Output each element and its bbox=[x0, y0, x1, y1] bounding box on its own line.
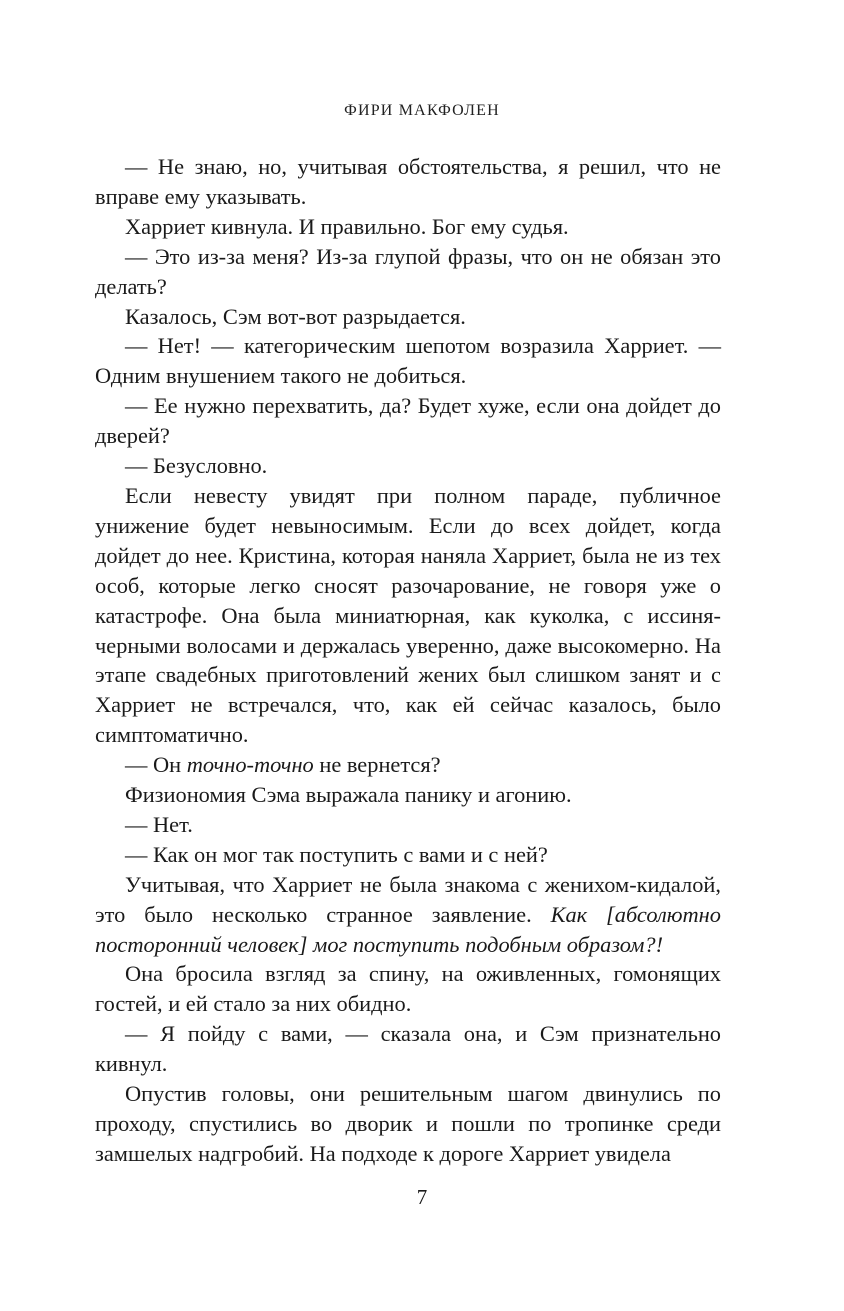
running-head-author: ФИРИ МАКФОЛЕН bbox=[344, 102, 500, 119]
paragraph-13-emphasis: Как [абсолютно посторонний человек] мог поступить подобным образом?! bbox=[95, 901, 721, 957]
paragraph-13 bbox=[95, 870, 721, 960]
paragraph-15: — Я пойду с вами, — сказала она, и Сэм признательно кивнул. bbox=[95, 1021, 721, 1077]
paragraph-13-start: Учитывая, что Харриет не была знакома с женихом-кидалой, это было несколько странное заявление. bbox=[95, 871, 721, 927]
paragraph-5: — Нет! — категорическим шепотом возразила Харриет. — Одним внушением такого не добиться. bbox=[95, 333, 721, 389]
paragraph-7: — Безусловно. bbox=[125, 453, 268, 479]
paragraph-8: Если невесту увидят при полном параде, публичное унижение будет невыносимым. Если до всех дойдет, когда дойдет до нее. Кристина, которая наняла Харриет, была не из тех особ, которые легко сносят разочарование, не говоря уже о катастрофе. Она была миниатюрная, как куколка, с иссиня-черными волосами и держалась уверенно, даже высокомерно. На этапе свадебных приготовлений жених был слишком занят и с Харриет не встречался, что, как ей сейчас казалось, было симптоматично. bbox=[95, 482, 721, 748]
paragraph-10: Физиономия Сэма выражала панику и агонию. bbox=[125, 782, 572, 808]
paragraph-9-emphasis: точно-точно bbox=[186, 752, 314, 778]
paragraph-4: Казалось, Сэм вот-вот разрыдается. bbox=[125, 303, 466, 329]
paragraph-1: — Не знаю, но, учитывая обстоятельства, я решил, что не вправе ему указывать. bbox=[95, 154, 721, 209]
paragraph-3: — Это из-за меня? Из-за глупой фразы, что он не обязан это делать? bbox=[95, 243, 721, 299]
paragraph-14: Она бросила взгляд за спину, на оживленных, гомонящих гостей, и ей стало за них обидно. bbox=[95, 961, 721, 1017]
page-number: 7 bbox=[416, 1185, 428, 1209]
paragraph-12: — Как он мог так поступить с вами и с ней? bbox=[125, 841, 548, 867]
paragraph-2: Харриет кивнула. И правильно. Бог ему судья. bbox=[125, 213, 569, 239]
paragraph-6: — Ее нужно перехватить, да? Будет хуже, если она дойдет до дверей? bbox=[95, 393, 721, 449]
paragraph-9-start: — Он bbox=[125, 752, 187, 778]
body-text bbox=[95, 152, 721, 1169]
paragraph-11: — Нет. bbox=[125, 811, 193, 837]
paragraph-9 bbox=[95, 750, 721, 780]
paragraph-9-end: не вернется? bbox=[313, 752, 441, 778]
paragraph-16: Опустив головы, они решительным шагом двинулись по проходу, спустились во дворик и пошли по тропинке среди замшелых надгробий. На подходе к дороге Харриет увидела bbox=[95, 1081, 721, 1166]
